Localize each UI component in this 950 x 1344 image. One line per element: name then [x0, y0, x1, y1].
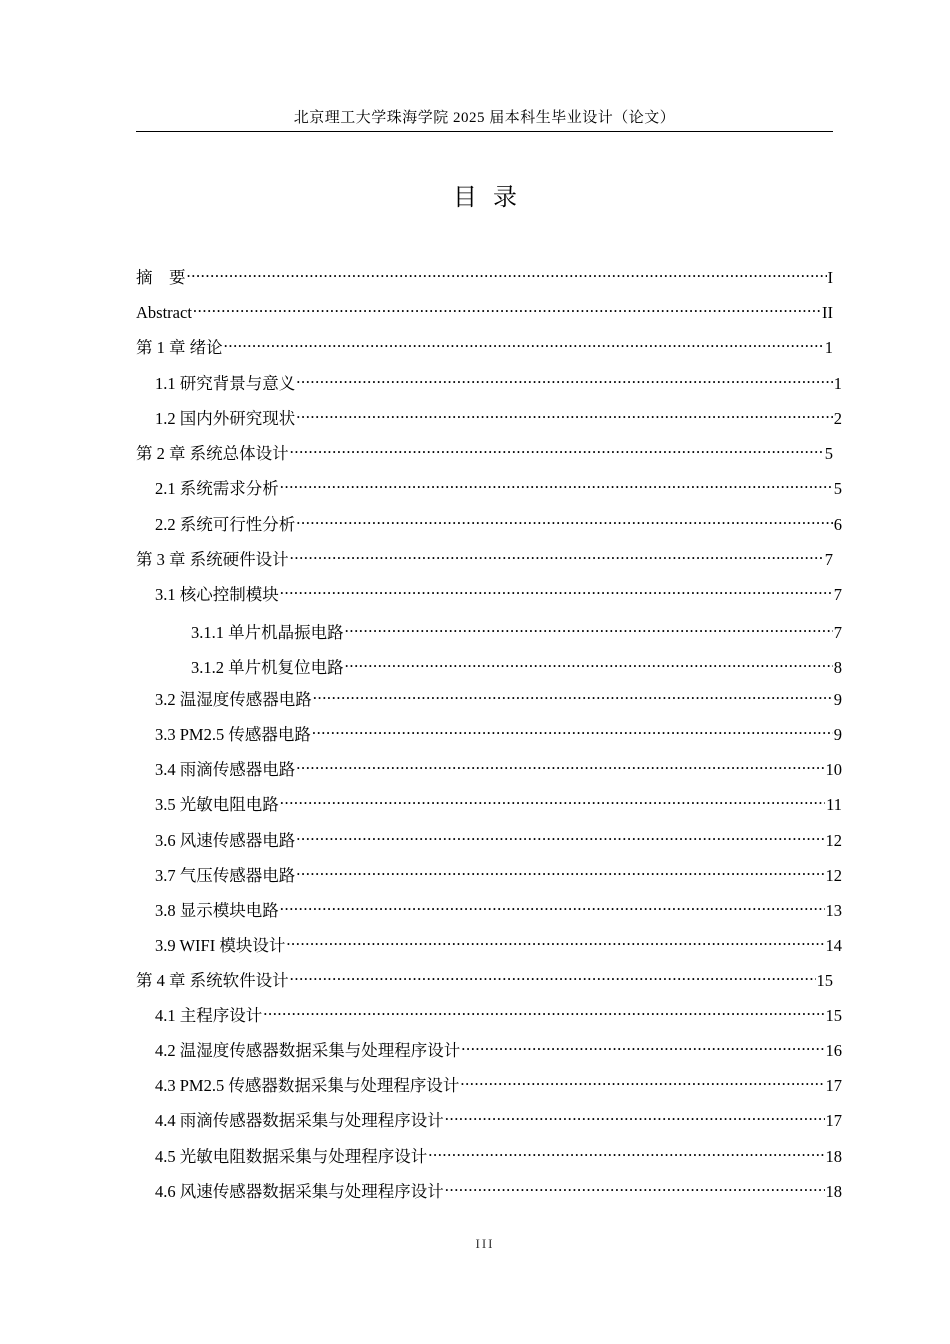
toc-leader-dots [428, 1138, 824, 1162]
toc-entry-page: II [822, 303, 833, 322]
toc-entry-label: 4.6 风速传感器数据采集与处理程序设计 [155, 1182, 444, 1201]
toc-entry-page: 1 [824, 338, 833, 357]
toc-entry-label: 摘 要 [136, 268, 186, 287]
toc-entry-3-2[interactable] [155, 681, 842, 709]
toc-leader-dots [280, 892, 825, 916]
toc-entry-4-2[interactable] [155, 1032, 842, 1060]
toc-entry-label: 第 3 章 系统硬件设计 [136, 550, 289, 569]
toc-entry-label: 4.1 主程序设计 [155, 1006, 263, 1025]
toc-leader-dots [224, 329, 824, 353]
toc-entry-page: 2 [833, 409, 842, 428]
toc-entry-3-4[interactable] [155, 751, 842, 779]
toc-entry-3-7[interactable] [155, 857, 842, 885]
toc-entry-label: 3.9 WIFI 模块设计 [155, 936, 286, 955]
toc-entry-page: 12 [825, 866, 842, 885]
toc-entry-label: 2.1 系统需求分析 [155, 479, 279, 498]
toc-leader-dots [345, 649, 833, 673]
toc-entry-page: 11 [826, 795, 842, 814]
toc-entry-4-1[interactable] [155, 997, 842, 1025]
toc-entry-chapter-1[interactable] [136, 329, 833, 357]
toc-entry-3-9[interactable] [155, 927, 842, 955]
toc-leader-dots [345, 614, 833, 638]
toc-leader-dots [286, 927, 824, 951]
toc-entry-3-5[interactable] [155, 786, 842, 814]
toc-entry-label: 第 4 章 系统软件设计 [136, 971, 289, 990]
toc-entry-4-3[interactable] [155, 1067, 842, 1095]
toc-entry-label: 3.5 光敏电阻电路 [155, 795, 279, 814]
toc-entry-label: 4.5 光敏电阻数据采集与处理程序设计 [155, 1147, 428, 1166]
toc-leader-dots [445, 1173, 825, 1197]
toc-leader-dots [296, 400, 833, 424]
toc-entry-page: 8 [833, 658, 842, 677]
toc-leader-dots [187, 259, 827, 283]
toc-entry-1-1[interactable] [155, 365, 842, 393]
toc-leader-dots [296, 506, 833, 530]
toc-leader-dots [280, 470, 833, 494]
toc-entry-page: 7 [833, 623, 842, 642]
toc-leader-dots [460, 1067, 824, 1091]
toc-entry-2-1[interactable] [155, 470, 842, 498]
toc-entry-3-1-2[interactable] [191, 649, 842, 677]
toc-entry-abstract-cn[interactable] [136, 259, 833, 287]
toc-entry-3-1-1[interactable] [191, 614, 842, 642]
page-header: 北京理工大学珠海学院 2025 届本科生毕业设计（论文） [136, 108, 833, 132]
toc-entry-label: 第 1 章 绪论 [136, 338, 223, 357]
toc-leader-dots [312, 716, 833, 740]
toc-entry-3-8[interactable] [155, 892, 842, 920]
toc-entry-1-2[interactable] [155, 400, 842, 428]
toc-leader-dots [296, 365, 833, 389]
toc-entry-page: I [827, 268, 833, 287]
toc-entry-label: 3.3 PM2.5 传感器电路 [155, 725, 311, 744]
toc-entry-abstract-en[interactable] [136, 294, 833, 322]
toc-entry-page: 7 [833, 585, 842, 604]
toc-entry-page: 14 [825, 936, 842, 955]
toc-entry-label: 3.2 温湿度传感器电路 [155, 690, 312, 709]
toc-entry-page: 15 [825, 1006, 842, 1025]
toc-entry-4-6[interactable] [155, 1173, 842, 1201]
toc-leader-dots [290, 541, 824, 565]
toc-entry-label: 3.1.2 单片机复位电路 [191, 658, 344, 677]
toc-entry-label: 3.1.1 单片机晶振电路 [191, 623, 344, 642]
toc-entry-page: 5 [824, 444, 833, 463]
toc-entry-page: 12 [825, 831, 842, 850]
toc-entry-page: 18 [825, 1182, 842, 1201]
toc-leader-dots [296, 857, 824, 881]
toc-entry-page: 7 [824, 550, 833, 569]
toc-entry-page: 16 [825, 1041, 842, 1060]
toc-leader-dots [280, 786, 825, 810]
toc-entry-page: 9 [833, 725, 842, 744]
toc-leader-dots [461, 1032, 824, 1056]
toc-entry-label: Abstract [136, 303, 192, 322]
toc-entry-4-5[interactable] [155, 1138, 842, 1166]
toc-leader-dots [445, 1102, 825, 1126]
toc-entry-page: 5 [833, 479, 842, 498]
toc-entry-label: 1.1 研究背景与意义 [155, 374, 296, 393]
toc-entry-3-1[interactable] [155, 576, 842, 604]
toc-entry-label: 4.2 温湿度传感器数据采集与处理程序设计 [155, 1041, 461, 1060]
toc-entry-3-6[interactable] [155, 822, 842, 850]
toc-entry-page: 13 [825, 901, 842, 920]
page-footer-number: III [475, 1236, 495, 1251]
toc-entry-4-4[interactable] [155, 1102, 842, 1130]
toc-entry-page: 10 [825, 760, 842, 779]
toc-entry-page: 17 [825, 1076, 842, 1095]
toc-entry-page: 18 [825, 1147, 842, 1166]
toc-leader-dots [193, 294, 821, 318]
toc-entry-label: 4.4 雨滴传感器数据采集与处理程序设计 [155, 1111, 444, 1130]
toc-entry-label: 3.1 核心控制模块 [155, 585, 279, 604]
toc-entry-label: 4.3 PM2.5 传感器数据采集与处理程序设计 [155, 1076, 460, 1095]
toc-entry-3-3[interactable] [155, 716, 842, 744]
toc-entry-label: 3.8 显示模块电路 [155, 901, 279, 920]
toc-entry-2-2[interactable] [155, 506, 842, 534]
toc-entry-chapter-3[interactable] [136, 541, 833, 569]
toc-entry-page: 17 [825, 1111, 842, 1130]
toc-entry-chapter-4[interactable] [136, 962, 833, 990]
toc-title-char-2: 录 [493, 183, 517, 211]
toc-entry-label: 3.7 气压传感器电路 [155, 866, 296, 885]
toc-leader-dots [290, 435, 824, 459]
toc-entry-label: 3.4 雨滴传感器电路 [155, 760, 296, 779]
toc-entry-label: 第 2 章 系统总体设计 [136, 444, 289, 463]
toc-leader-dots [263, 997, 824, 1021]
toc-title-char-1: 目 [453, 183, 477, 211]
toc-entry-label: 3.6 风速传感器电路 [155, 831, 296, 850]
toc-entry-page: 15 [816, 971, 833, 990]
toc-entry-page: 1 [833, 374, 842, 393]
toc-entry-chapter-2[interactable] [136, 435, 833, 463]
toc-leader-dots [290, 962, 816, 986]
toc-leader-dots [296, 822, 824, 846]
toc-leader-dots [313, 681, 833, 705]
toc-entry-page: 9 [833, 690, 842, 709]
toc-leader-dots [296, 751, 824, 775]
toc-entry-label: 2.2 系统可行性分析 [155, 515, 296, 534]
toc-entry-page: 6 [833, 515, 842, 534]
toc-leader-dots [280, 576, 833, 600]
toc-entry-label: 1.2 国内外研究现状 [155, 409, 296, 428]
